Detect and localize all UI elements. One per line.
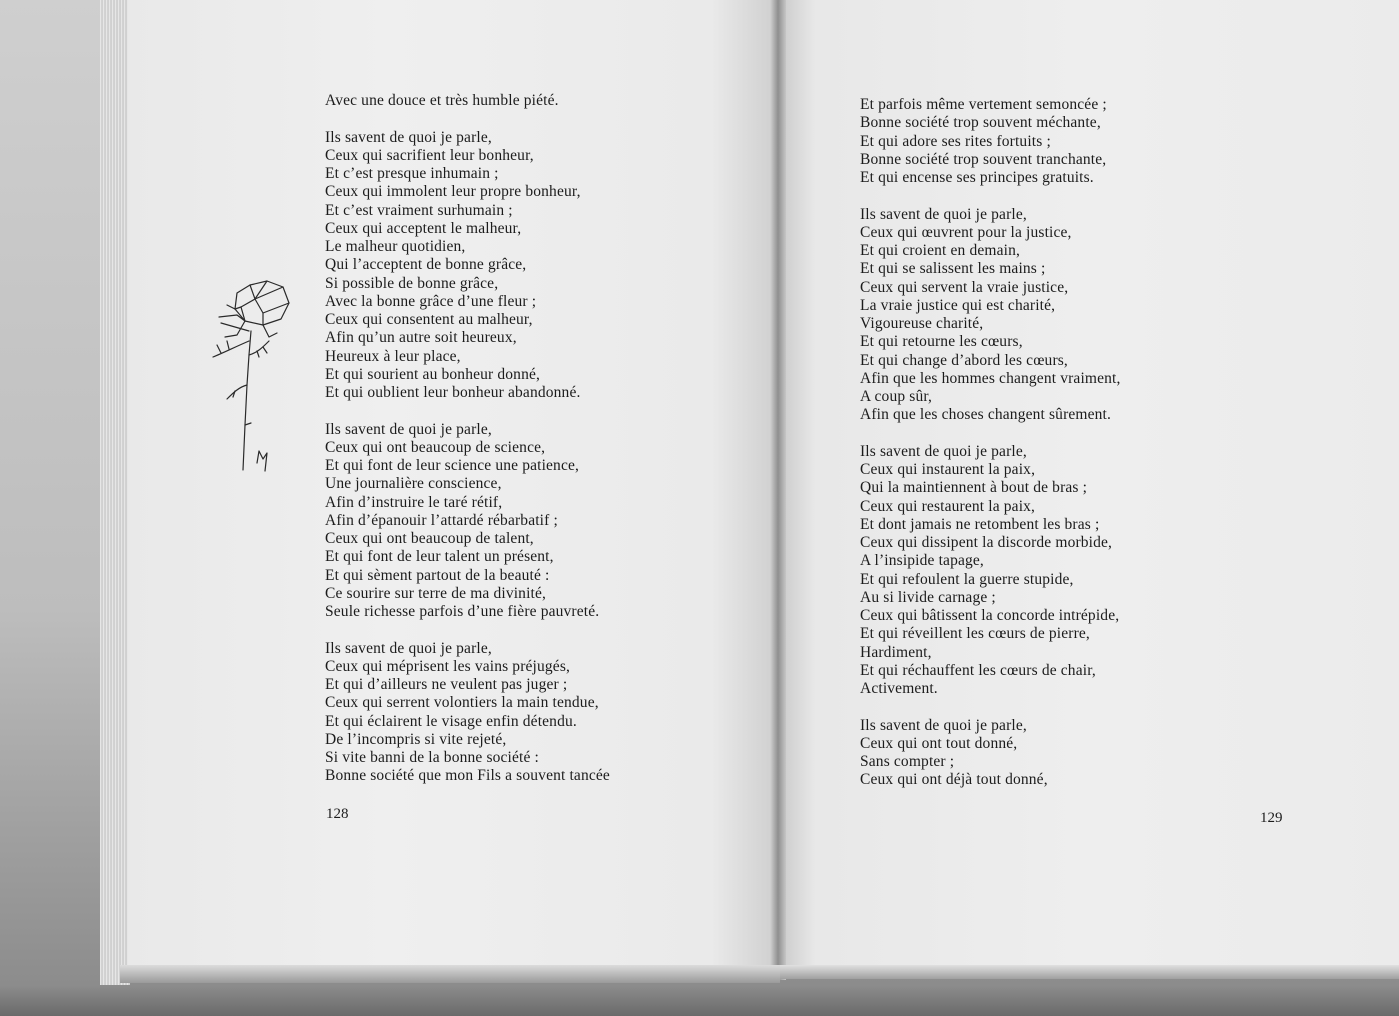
poem-line: Heureux à leur place, — [325, 347, 461, 365]
poem-line: Avec une douce et très humble piété. — [325, 92, 559, 109]
poem-line: Et qui se salissent les mains ; — [860, 260, 1046, 278]
poem-line: Ils savent de quoi je parle, — [325, 639, 492, 657]
poem-line: Et qui retourne les cœurs, — [860, 333, 1023, 351]
poem-line: Avec la bonne grâce d’une fleur ; — [325, 292, 537, 310]
poem-line: Et qui encense ses principes gratuits. — [860, 169, 1094, 186]
poem-line: Et qui change d’abord les cœurs, — [860, 351, 1068, 369]
poem-line: Afin d’épanouir l’attardé rébarbatif ; — [325, 511, 558, 529]
poem-line: Bonne société trop souvent tranchante, — [860, 150, 1107, 168]
poem-line: Ils savent de quoi je parle, — [325, 420, 492, 438]
poem-line: Si vite banni de la bonne société : — [325, 749, 540, 766]
poem-line: Et qui font de leur talent un présent, — [325, 548, 554, 566]
poem-line: Et qui font de leur science une patience, — [325, 457, 580, 474]
poem-line: Ceux qui bâtissent la concorde intrépide, — [860, 607, 1120, 624]
poem-line: Sans compter ; — [860, 753, 955, 770]
poem-line: Ceux qui méprisent les vains préjugés, — [325, 657, 571, 675]
poem-line: Et qui croient en demain, — [860, 242, 1020, 259]
poem-line: Ceux qui œuvrent pour la justice, — [860, 223, 1072, 241]
poem-line: Ce sourire sur terre de ma divinité, — [325, 584, 547, 602]
stanza-break — [860, 187, 1121, 205]
poem-line: Afin que les hommes changent vraiment, — [860, 369, 1121, 387]
left-page-number: 128 — [326, 806, 349, 822]
poem-line: Au si livide carnage ; — [860, 588, 996, 606]
poem-line: Et qui sèment partout de la beauté : — [325, 566, 550, 584]
rose-drawing-icon — [205, 275, 300, 485]
poem-line: Ceux qui ont beaucoup de talent, — [325, 530, 534, 547]
page-bottom-edge-right — [780, 965, 1399, 979]
poem-line: Et dont jamais ne retombent les bras ; — [860, 515, 1100, 533]
poem-line: Ceux qui servent la vraie justice, — [860, 278, 1069, 296]
right-page-number: 129 — [1260, 810, 1283, 826]
poem-line: Ceux qui ont déjà tout donné, — [860, 771, 1048, 789]
poem-line: Vigoureuse charité, — [860, 315, 984, 332]
poem-line: Et qui réchauffent les cœurs de chair, — [860, 661, 1096, 679]
poem-line: Qui l’acceptent de bonne grâce, — [325, 256, 527, 274]
page-bottom-edge-left — [120, 965, 780, 983]
book-gutter — [770, 0, 786, 980]
left-page-text — [325, 92, 610, 786]
poem-line: Ceux qui serrent volontiers la main tendue, — [325, 694, 599, 712]
stanza-break — [325, 110, 610, 128]
poem-line: Et c’est presque inhumain ; — [325, 165, 499, 182]
poem-line: Et qui oublient leur bonheur abandonné. — [325, 384, 581, 401]
poem-line: Afin qu’un autre soit heureux, — [325, 329, 517, 347]
poem-line: Hardiment, — [860, 643, 932, 661]
poem-line: De l’incompris si vite rejeté, — [325, 730, 507, 748]
poem-line: Activement. — [860, 680, 938, 697]
poem-line: Ceux qui ont beaucoup de science, — [325, 438, 546, 456]
poem-line: Ceux qui immolent leur propre bonheur, — [325, 183, 581, 201]
poem-line: Ceux qui ont tout donné, — [860, 734, 1018, 752]
poem-line: Et qui d’ailleurs ne veulent pas juger ; — [325, 676, 568, 693]
right-page-text — [860, 96, 1121, 790]
poem-line: Une journalière conscience, — [325, 475, 502, 493]
stanza-break — [860, 425, 1121, 443]
page-stack-edge — [100, 0, 130, 985]
poem-line: La vraie justice qui est charité, — [860, 296, 1056, 314]
stanza-break — [325, 621, 610, 639]
poem-line: Ceux qui sacrifient leur bonheur, — [325, 146, 534, 164]
poem-line: Afin d’instruire le taré rétif, — [325, 493, 503, 511]
poem-line: Ceux qui acceptent le malheur, — [325, 219, 522, 237]
poem-line: Ceux qui consentent au malheur, — [325, 311, 533, 328]
stanza-break — [325, 402, 610, 420]
stanza-break — [860, 698, 1121, 716]
poem-line: Le malheur quotidien, — [325, 238, 466, 255]
poem-line: Et qui réveillent les cœurs de pierre, — [860, 625, 1090, 643]
poem-line: Ils savent de quoi je parle, — [325, 128, 492, 146]
poem-line: Et c’est vraiment surhumain ; — [325, 201, 513, 219]
poem-line: Ceux qui dissipent la discorde morbide, — [860, 534, 1113, 551]
poem-line: Et qui refoulent la guerre stupide, — [860, 570, 1074, 588]
poem-line: Ceux qui restaurent la paix, — [860, 497, 1036, 515]
poem-line: Seule richesse parfois d’une fière pauvreté. — [325, 603, 600, 620]
poem-line: Ceux qui instaurent la paix, — [860, 461, 1036, 478]
poem-line: Si possible de bonne grâce, — [325, 274, 499, 292]
poem-line: Qui la maintiennent à bout de bras ; — [860, 479, 1088, 497]
poem-line: Et qui sourient au bonheur donné, — [325, 365, 541, 383]
poem-line: Ils savent de quoi je parle, — [860, 442, 1027, 460]
poem-line: Bonne société que mon Fils a souvent tancée — [325, 767, 610, 785]
poem-line: Et qui éclairent le visage enfin détendu. — [325, 712, 577, 730]
poem-line: Ils savent de quoi je parle, — [860, 205, 1027, 223]
poem-line: A coup sûr, — [860, 388, 933, 405]
poem-line: Bonne société trop souvent méchante, — [860, 114, 1101, 132]
poem-line: Afin que les choses changent sûrement. — [860, 406, 1112, 424]
poem-line: Ils savent de quoi je parle, — [860, 716, 1027, 734]
poem-line: Et qui adore ses rites fortuits ; — [860, 132, 1051, 150]
poem-line: A l’insipide tapage, — [860, 552, 984, 570]
poem-line: Et parfois même vertement semoncée ; — [860, 96, 1107, 113]
